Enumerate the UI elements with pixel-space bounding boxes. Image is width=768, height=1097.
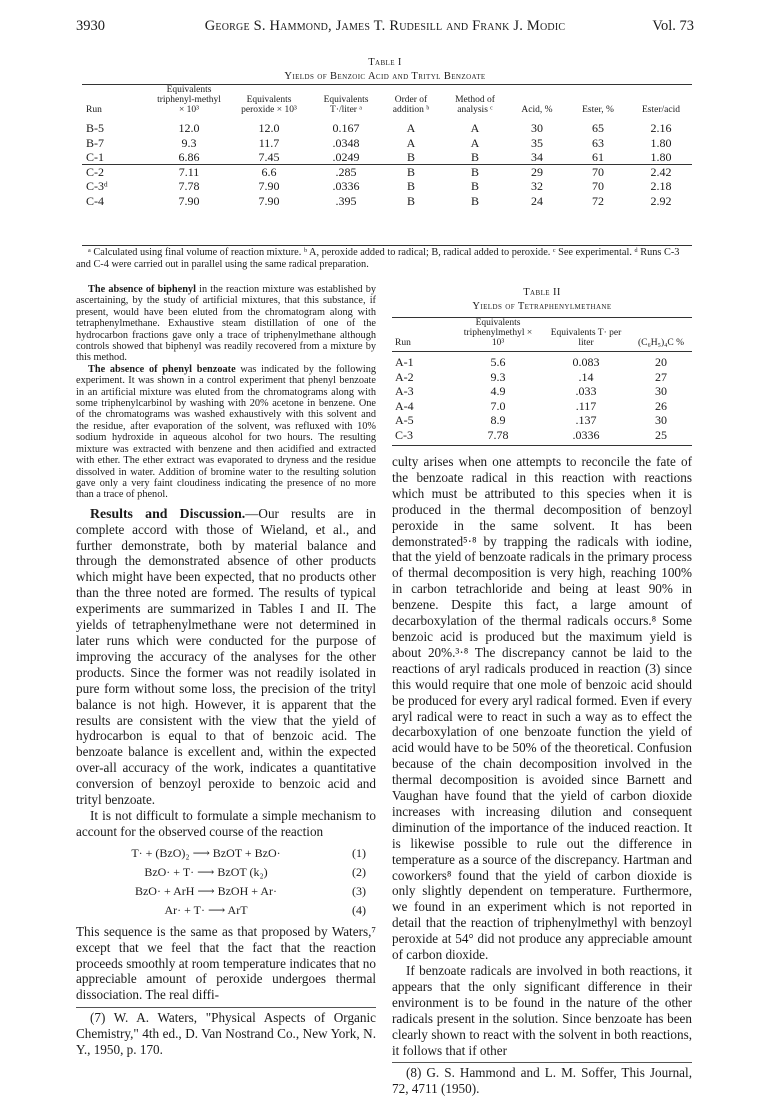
- table-row: [392, 352, 692, 370]
- table-cell: C-4: [86, 193, 104, 208]
- column-header: Run: [395, 338, 411, 348]
- table-cell: A: [406, 135, 416, 150]
- table-cell: 6.6: [261, 164, 277, 179]
- table-cell: 12.0: [178, 121, 200, 135]
- table2-title: Yields of Tetraphenylmethane: [472, 301, 612, 312]
- mechanism-paragraph: It is not difficult to formulate a simple mechanism to account for the observed course of the reaction: [76, 807, 376, 839]
- table-cell: A-5: [395, 413, 414, 427]
- right-column: [392, 284, 692, 1097]
- table-cell: .0336: [572, 427, 600, 442]
- table-row: [82, 118, 692, 136]
- table-cell: B: [406, 179, 415, 194]
- table-cell: 7.45: [258, 150, 280, 165]
- table-row: [82, 179, 692, 194]
- table-cell: 27: [655, 369, 667, 384]
- table-cell: .0249: [332, 150, 360, 165]
- equation-formula: BzO· + T· ⟶ BzOT (k₂): [144, 864, 268, 879]
- table-row: [392, 413, 692, 428]
- table-cell: 2.18: [650, 179, 672, 194]
- equation-number: (2): [352, 864, 366, 879]
- table-row: [82, 194, 692, 209]
- table-cell: A: [470, 135, 480, 150]
- column-header: Acid, %: [521, 105, 553, 115]
- table2-label: Table II: [523, 287, 561, 298]
- table2: [392, 317, 692, 446]
- column-header: Method of analysis ᶜ: [455, 95, 495, 115]
- benzoate-paragraph: [76, 364, 376, 501]
- table-cell: 0.083: [572, 355, 600, 369]
- table-row: [392, 399, 692, 414]
- table-cell: B: [470, 164, 479, 179]
- table-cell: .0348: [332, 135, 360, 150]
- table-cell: 30: [655, 413, 667, 427]
- results-text: —Our results are in complete accord with those of Wieland, et al., and further demonstrate, both by material balance and through the demonstrated absence of other products which might have been expected, that no products other than the three noted are formed. The results of typical experiments are summarized in Tables I and II. The yields of tetraphenylmethane were not determined in later runs which were conducted for the purpose of improving the accuracy of the analyses for the other products. Since the former was not readily isolated in pure form without some loss, the precision of the trityl balance is not high. However, it is apparent that the results are consistent with the view that the yield of hydrocarbon is equal to that of benzoic acid. The benzoate balance is excellent and, within the expected over-all accuracy of the work, indicates a quantitative conversion of benzoyl peroxide to benzoic acid and trityl benzoate.: [76, 505, 376, 808]
- table-cell: .395: [335, 193, 357, 208]
- table-cell: 1.80: [650, 135, 672, 150]
- benzoate-heading: The absence of phenyl benzoate: [88, 363, 236, 375]
- table-cell: 63: [592, 135, 604, 150]
- table-cell: A-4: [395, 398, 414, 413]
- table-cell: C-2: [86, 164, 104, 179]
- table1-caption: [76, 56, 694, 84]
- benzoate-text: was indicated by the following experiment. It was shown in a control experiment that phenyl benzoate in an artificial mixture was eluted from the chromatograms along with some triphenylcarbinol by washing with 20% acetone in benzene. One of the chromatograms was washed exhaustively with this solvent and the residue, after evaporation of the solvent, was refluxed with 10% sodium hydroxide in aqueous alcohol for two hours. The resulting mixture was extracted with benzene and then acidified and extracted with ether. The ether extract was evaporated to dryness and the residue dissolved in water. Addition of bromine water to the resulting solution gave only a very faint cloudiness indicating the presence of no more than a trace of phenol.: [76, 363, 376, 501]
- results-section: [76, 506, 376, 1058]
- table-cell: 4.9: [490, 384, 506, 398]
- table-cell: A-2: [395, 369, 414, 384]
- table2-block: [392, 286, 692, 446]
- table-cell: 6.86: [178, 150, 200, 165]
- table-cell: 7.90: [178, 193, 200, 208]
- table-cell: 72: [592, 193, 604, 208]
- biphenyl-heading: The absence of biphenyl: [88, 284, 196, 295]
- biphenyl-paragraph: [76, 284, 376, 364]
- sequence-paragraph: This sequence is the same as that proposed by Waters,⁷ except that we feel that the fact that the reaction proceeds smoothly at room temperature indicates that no appreciable amount of peroxide undergoes thermal dissociation. The real diffi-: [76, 923, 376, 1003]
- table-cell: 65: [592, 121, 604, 135]
- table-cell: 2.16: [650, 121, 672, 135]
- equation-number: (3): [352, 883, 366, 898]
- table-cell: B-7: [86, 135, 104, 150]
- table-cell: .033: [575, 384, 597, 398]
- table-cell: B: [470, 179, 479, 194]
- table-cell: 24: [531, 193, 543, 208]
- table1: [82, 85, 692, 209]
- table-cell: 34: [531, 150, 543, 165]
- discussion-paragraph-1: culty arises when one attempts to reconcile the fate of the benzoate radical in this reaction with reactions which must be attributed to this species when it is produced in the thermal decomposition of benzoyl peroxide in the same solvent. It has been demonstrated⁵·⁸ by trapping the radicals with iodine, that the yield of benzoate radicals in the primary process of thermal decomposition is very high, reaching 100% in carbon tetrachloride and being at least 90% in benzene. Despite this fact, a large amount of decarboxylation of the thermal radicals occurs.⁸ Some benzoic acid is produced but the maximum yield is about 20%.³·⁸ The discrepancy cannot be laid to the reactions of aryl radicals produced in reaction (3) since this would require that one mole of benzoic acid should be produced for every aryl radical formed. Even if every aryl radical were to react in such a way as to effect the decarboxylation of one benzoate function the yield of acid would have to be 50% of the theoretical. Confusion because of the chain decomposition involved in the thermal decomposition is avoided since Barnett and Vaughan have found that the yield of carbon dioxide increases with increasing dilution and consequent diminution of the importance of the induced reaction. It is likewise possible to rule out the difference in temperature as a source of the discrepancy. Hartman and coworkers⁸ found that the yield of carbon dioxide is only slightly dependent on temperature. Furthermore, we found in an experiment which is not reported in detail that the reaction of triphenylmethyl with benzoyl peroxide at 54° did not produce any appreciable amount of carbon dioxide.: [392, 454, 692, 963]
- table-cell: 2.92: [650, 193, 672, 208]
- table-cell: C-3ᵈ: [86, 179, 108, 194]
- column-header: Equivalents triphenyl-methyl × 10³: [157, 85, 221, 115]
- footnote-8: (8) G. S. Hammond and L. M. Soffer, This Journal, 72, 4711 (1950).: [392, 1065, 692, 1097]
- table-cell: A-1: [395, 355, 414, 369]
- table-cell: .117: [575, 398, 597, 413]
- page-number: 3930: [76, 18, 105, 34]
- table-cell: 7.11: [178, 164, 200, 179]
- table-row: [392, 384, 692, 399]
- table-cell: .137: [575, 413, 597, 427]
- table-row: [392, 428, 692, 446]
- column-header: (C₆H₅)₄C %: [637, 338, 685, 348]
- table-cell: B: [406, 150, 415, 165]
- equation-row: [76, 901, 376, 920]
- table-cell: 0.167: [332, 121, 360, 135]
- table-cell: B: [406, 164, 415, 179]
- footnote-rule-right: [392, 1062, 692, 1063]
- table-cell: C-1: [86, 150, 104, 165]
- table-cell: 11.7: [258, 135, 280, 150]
- table-cell: 70: [592, 179, 604, 194]
- left-column: [76, 284, 376, 1058]
- table-cell: 2.42: [650, 164, 672, 179]
- table-cell: A-3: [395, 384, 414, 398]
- table-cell: A: [406, 121, 416, 135]
- table-cell: 35: [531, 135, 543, 150]
- table-row: [82, 136, 692, 151]
- equation-formula: BzO· + ArH ⟶ BzOH + Ar·: [134, 883, 278, 898]
- table1-footnote: ᵃ Calculated using final volume of reaction mixture. ᵇ A, peroxide added to radical; B, radical added to peroxide. ᶜ See experimental. ᵈ Runs C-3 and C-4 were carried out in parallel using the same radical preparation.: [76, 247, 680, 270]
- table1-title: Yields of Benzoic Acid and Trityl Benzoate: [284, 71, 486, 82]
- column-header: Ester/acid: [642, 105, 680, 115]
- table1-header-row: [82, 85, 692, 118]
- table-cell: B: [470, 193, 479, 208]
- column-header: Run: [86, 105, 102, 115]
- table-cell: B: [470, 150, 479, 165]
- results-heading: Results and Discussion.: [90, 505, 246, 521]
- table-cell: 5.6: [490, 355, 506, 369]
- equation-number: (1): [352, 845, 366, 860]
- table-cell: 30: [531, 121, 543, 135]
- table2-body: [392, 352, 692, 446]
- table-cell: 29: [531, 164, 543, 179]
- table-cell: .0336: [332, 179, 360, 194]
- column-header: Equivalents T·/liter ᵃ: [323, 95, 369, 115]
- table-cell: 7.78: [178, 179, 200, 194]
- table-cell: 70: [592, 164, 604, 179]
- table1-header: [82, 85, 692, 118]
- table-cell: 20: [655, 355, 667, 369]
- table-cell: C-3: [395, 427, 413, 442]
- table-cell: A: [470, 121, 480, 135]
- table2-header: [392, 318, 692, 352]
- column-header: Equivalents triphenylmethyl × 10³: [463, 318, 533, 348]
- column-header: Equivalents peroxide × 10³: [241, 95, 297, 115]
- table2-header-row: [392, 318, 692, 352]
- table-cell: 7.0: [490, 398, 506, 413]
- table-cell: 25: [655, 427, 667, 442]
- reaction-equations: [76, 844, 376, 920]
- table-cell: B: [406, 193, 415, 208]
- table-cell: .285: [335, 164, 357, 179]
- table-cell: B-5: [86, 121, 104, 135]
- equation-row: [76, 844, 376, 863]
- table-cell: 1.80: [650, 150, 672, 165]
- discussion-continued: [392, 454, 692, 1097]
- table-cell: 7.90: [258, 193, 280, 208]
- table-row: [82, 165, 692, 180]
- equation-formula: T· + (BzO)₂ ⟶ BzOT + BzO·: [131, 845, 281, 860]
- table-row: [82, 150, 692, 165]
- table-cell: 32: [531, 179, 543, 194]
- equation-number: (4): [352, 902, 366, 917]
- discussion-paragraph-2: If benzoate radicals are involved in both reactions, it appears that the only significant difference in their environment is to be found in the nature of the other radicals present in the solution. Since benzoate has been clearly shown to react with the solvent in both reactions, it follows that if other: [392, 963, 692, 1058]
- table-cell: 30: [655, 384, 667, 398]
- table-cell: 26: [655, 398, 667, 413]
- column-header: Order of addition ᵇ: [392, 95, 430, 115]
- table1-label: Table I: [368, 57, 402, 68]
- table-row: [392, 370, 692, 385]
- table-cell: .14: [578, 369, 594, 384]
- biphenyl-text: in the reaction mixture was established by ascertaining, by the study of artificial mixtures, that this substance, if present, would have been eluted from the chromatogram along with tetraphenylmethane. Exhaustive steam distillation of one of the hydrocarbon fractions gave only a trace of triphenylmethane although controls showed that biphenyl was readily recovered from a mixture by this method.: [76, 284, 376, 364]
- table-cell: 61: [592, 150, 604, 165]
- table-cell: 8.9: [490, 413, 506, 427]
- column-header: Equivalents T· per liter: [550, 328, 622, 348]
- table2-caption: [392, 286, 692, 314]
- table-cell: 7.78: [487, 427, 509, 442]
- equation-row: [76, 863, 376, 882]
- results-paragraph: [76, 506, 376, 808]
- column-header: Ester, %: [582, 105, 614, 115]
- volume-label: Vol. 73: [652, 18, 694, 34]
- authors-header: George S. Hammond, James T. Rudesill and Frank J. Modic: [204, 18, 566, 34]
- experimental-paragraphs: [76, 284, 376, 501]
- running-header: [76, 18, 694, 36]
- footnote-7: (7) W. A. Waters, "Physical Aspects of Organic Chemistry," 4th ed., D. Van Nostrand Co., New York, N. Y., 1950, p. 170.: [76, 1010, 376, 1058]
- table-cell: 7.90: [258, 179, 280, 194]
- table1-header-rule: [82, 164, 692, 165]
- table-cell: 9.3: [490, 369, 506, 384]
- table1-bottom-rule: [82, 245, 692, 246]
- table-cell: 9.3: [181, 135, 197, 150]
- footnote-rule: [76, 1007, 376, 1008]
- table-cell: 12.0: [258, 121, 280, 135]
- equation-row: [76, 882, 376, 901]
- equation-formula: Ar· + T· ⟶ ArT: [164, 902, 248, 917]
